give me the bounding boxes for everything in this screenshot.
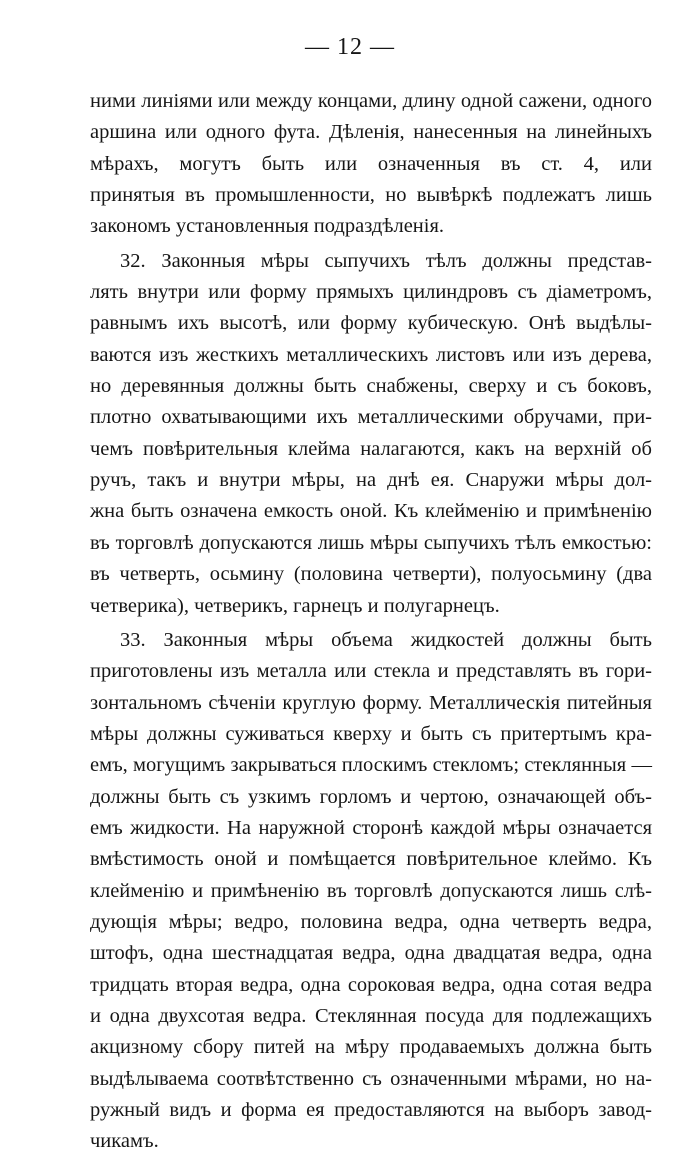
text-line: но деревянныя должны быть снабжены, сверху и съ боковъ,: [90, 375, 652, 398]
text-line: въ торговлѣ допускаются лишь мѣры сыпучихъ тѣлъ емкостью:: [90, 531, 652, 554]
text-line: 33. Законныя мѣры объема жидкостей должны быть: [120, 628, 652, 651]
text-line: клейменію и примѣненію въ торговлѣ допускаются лишь слѣ-: [90, 879, 652, 902]
text-line: принятыя въ промышленности, но вывѣркѣ подлежатъ лишь: [90, 184, 652, 207]
text-line: и одна двухсотая ведра. Стеклянная посуда для подлежащихъ: [90, 1004, 652, 1027]
text-line: вмѣстимость оной и помѣщается повѣрительное клеймо. Къ: [90, 848, 652, 871]
text-line: выдѣлываема соотвѣтственно съ означенными мѣрами, но на-: [90, 1067, 652, 1090]
text-line: тридцать вторая ведра, одна сороковая ведра, одна сотая ведра: [90, 973, 652, 996]
text-line: ружный видъ и форма ея предоставляются на выборъ завод-: [90, 1099, 652, 1121]
text-line: акцизному сбору питей на мѣру продаваемыхъ должна быть: [90, 1036, 652, 1059]
text-line: должны быть съ узкимъ горломъ и чертою, означающей объ-: [90, 785, 652, 808]
text-line: зонтальномъ сѣченіи круглую форму. Металлическія питейныя: [90, 691, 652, 714]
text-line: аршина или одного фута. Дѣленія, нанесенныя на линейныхъ: [90, 121, 652, 144]
text-line: ваются изъ жесткихъ металлическихъ листовъ или изъ дерева,: [90, 343, 652, 366]
text-line: емъ жидкости. На наружной сторонѣ каждой мѣры означается: [90, 816, 652, 839]
text-line: чикамъ.: [90, 1130, 159, 1153]
text-line: равнымъ ихъ высотѣ, или форму кубическую. Онѣ выдѣлы-: [90, 312, 652, 335]
text-line: мѣры должны суживаться кверху и быть съ притертымъ кра-: [90, 722, 652, 745]
text-line: дующія мѣры; ведро, половина ведра, одна четверть ведра,: [90, 910, 652, 933]
text-line: ними линіями или между концами, длину одной сажени, одного: [90, 90, 652, 112]
text-line: емъ, могущимъ закрываться плоскимъ стекломъ; стеклянныя —: [90, 754, 652, 777]
page-number: — 12 —: [305, 34, 395, 60]
text-line: приготовлены изъ металла или стекла и представлять въ гори-: [90, 660, 652, 683]
text-line: ручъ, такъ и внутри мѣры, на днѣ ея. Снаружи мѣры дол-: [90, 469, 652, 492]
body-text: [90, 86, 652, 1158]
text-line: въ четверть, осьмину (половина четверти), полуосьмину (два: [90, 563, 652, 586]
text-line: мѣрахъ, могутъ быть или означенныя въ ст. 4, или: [90, 152, 652, 175]
text-line: лять внутри или форму прямыхъ цилиндровъ съ діаметромъ,: [90, 281, 652, 304]
text-line: четверика), четверикъ, гарнецъ и полугарнецъ.: [90, 594, 500, 617]
text-line: штофъ, одна шестнадцатая ведра, одна двадцатая ведра, одна: [90, 942, 652, 965]
text-line: закономъ установленныя подраздѣленія.: [90, 215, 445, 238]
text-line: чемъ повѣрительныя клейма налагаются, какъ на верхній об: [90, 437, 652, 460]
text-line: жна быть означена емкость оной. Къ клейменію и примѣненію: [90, 500, 652, 523]
text-line: плотно охватывающими ихъ металлическими обручами, при-: [90, 406, 652, 429]
text-line: 32. Законныя мѣры сыпучихъ тѣлъ должны представ-: [120, 249, 652, 272]
